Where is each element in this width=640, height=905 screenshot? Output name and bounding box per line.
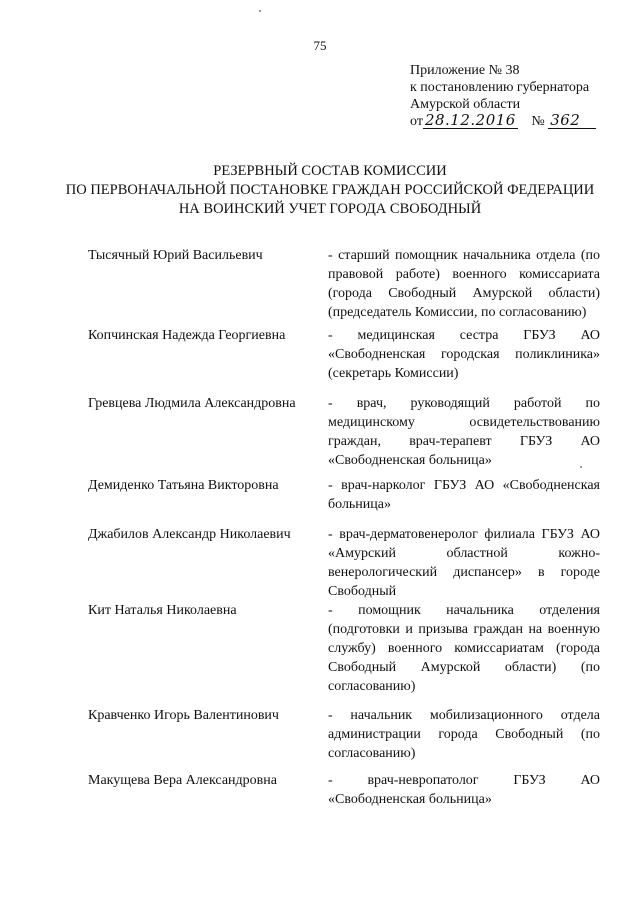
member-role: - врач-нарколог ГБУЗ АО «Свободненская больница» — [328, 478, 600, 512]
member-name: Демиденко Татьяна Викторовна — [88, 478, 279, 493]
member-role: - начальник мобилизационного отдела администрации города Свободный (по согласованию) — [328, 708, 600, 761]
title-line: ПО ПЕРВОНАЧАЛЬНОЙ ПОСТАНОВКЕ ГРАЖДАН РОССИЙСКОЙ ФЕДЕРАЦИИ — [65, 182, 595, 198]
member-name: Кравченко Игорь Валентинович — [88, 708, 279, 723]
member-role: - врач, руководящий работой по медицинскому освидетельствованию граждан, врач-терапевт ГБУЗ АО «Свободненская больница» — [328, 396, 600, 468]
member-name: Джабилов Александр Николаевич — [88, 527, 291, 542]
scan-speck — [259, 10, 261, 12]
member-name: Гревцева Людмила Александровна — [88, 396, 296, 411]
appendix-line: к постановлению губернатора — [410, 80, 590, 95]
member-name: Макущева Вера Александровна — [88, 773, 277, 788]
title-line: НА ВОИНСКИЙ УЧЕТ ГОРОДА СВОБОДНЫЙ — [178, 201, 482, 217]
member-role: - врач-невропатолог ГБУЗ АО «Свободненская больница» — [328, 773, 600, 807]
member-name: Тысячный Юрий Васильевич — [88, 248, 263, 263]
number-prefix: № — [531, 114, 545, 129]
date-prefix: от — [410, 114, 423, 129]
appendix-line: Приложение № 38 — [410, 63, 520, 78]
member-name: Копчинская Надежда Георгиевна — [88, 328, 286, 343]
member-role: - старший помощник начальника отдела (по правовой работе) военного комиссариата (города Свободный Амурской области) (председатель Комиссии, по согласованию) — [328, 248, 600, 320]
appendix-line: Амурской области — [410, 97, 521, 112]
scan-speck — [580, 466, 582, 468]
member-role: - помощник начальника отделения (подготовки и призыва граждан на военную службу) военного комиссариатам (города Свободный Амурской области) (по согласованию) — [328, 603, 600, 694]
member-role: - медицинская сестра ГБУЗ АО «Свободненская городская поликлиника» (секретарь Комиссии) — [328, 328, 600, 381]
handwritten-number: 362 — [548, 113, 596, 129]
title-line: РЕЗЕРВНЫЙ СОСТАВ КОМИССИИ — [213, 163, 447, 179]
handwritten-date: 28.12.2016 — [424, 111, 516, 129]
member-role: - врач-дерматовенеролог филиала ГБУЗ АО «Амурский областной кожно-венерологический диспансер» в городе Свободный — [328, 527, 600, 599]
member-name: Кит Наталья Николаевна — [88, 603, 237, 618]
page-number: 75 — [313, 38, 327, 53]
